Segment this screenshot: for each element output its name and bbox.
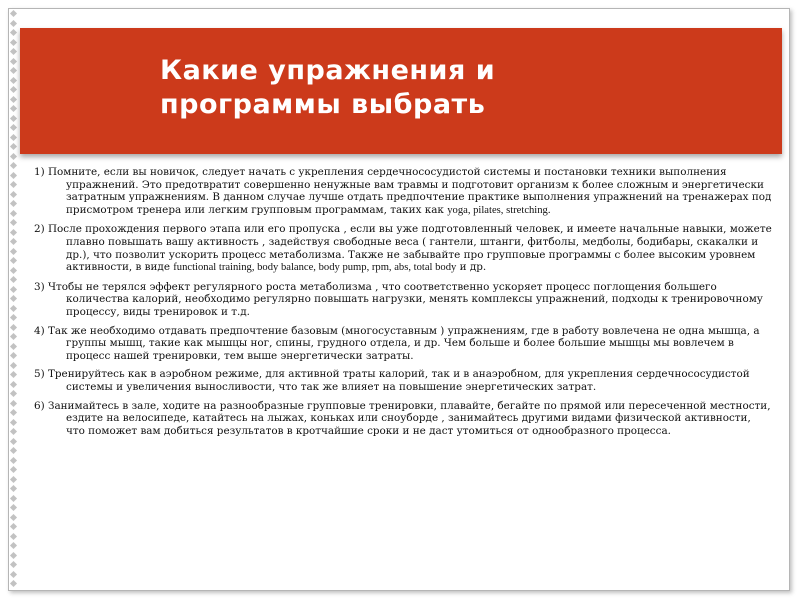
list-item	[34, 281, 772, 319]
item-tail-text: и др.	[456, 261, 487, 274]
list-item	[34, 400, 772, 438]
item-text: 3) Чтобы не терялся эффект регулярного роста метаболизма , что соответственно ускоряет процесс поглощения большего количества калорий, необходимо регулярно повышать нагрузки, менять комплексы упражнений, подходы к тренировочному процессу, виды тренировок и т.д.	[34, 280, 763, 318]
list-item	[34, 223, 772, 274]
item-text: 2) После прохождения первого этапа или его пропуска , если вы уже подготовленный человек, и имеете начальные навыки, можете плавно повышать вашу активность , задействуя свободные веса ( гантели, штанги, фитболы, медболы, бодибары, скакалки и др.), что позволит ускорить процесс метаболизма. Также не забывайте про групповые программы с более высоким уровнем активности, в виде	[34, 223, 772, 274]
item-text: 5) Тренируйтесь как в аэробном режиме, для активной траты калорий, так и в анаэробном, для укрепления сердечнососудистой системы и увеличения выносливости, что так же влияет на повышение энергетических затрат.	[34, 368, 750, 393]
list-item	[34, 368, 772, 393]
tips-list	[34, 166, 772, 443]
item-text: 6) Занимайтесь в зале, ходите на разнообразные групповые тренировки, плавайте, бегайте по прямой или пересеченной местности, ездите на велосипеде, катайтесь на лыжах, коньках или сноуборде , занимайтесь другими видами физической активности, что поможет вам добиться результатов в кротчайшие сроки и не даст утомиться от однообразного процесса.	[34, 399, 771, 437]
item-text: 1) Помните, если вы новичок, следует начать с укрепления сердечнососудистой системы и постановки техники выполнения упражнений. Это предотвратит совершенно ненужные вам травмы и подготовит организм к более сложным и энергетически затратным упражнениям. В данном случае лучше отдать предпочтение практике выполнения упражнений на тренажерах под присмотром тренера или легким групповым программам, таких как	[34, 166, 772, 216]
item-latin-text: yoga, pilates, stretching.	[447, 204, 551, 216]
item-latin-text: functional training, body balance, body pump, rpm, abs, total body	[173, 262, 457, 274]
slide-title: Какие упражнения и программы выбрать	[160, 55, 496, 120]
item-text: 4) Так же необходимо отдавать предпочтение базовым (многосуставным ) упражнениям, где в работу вовлечена не одна мышца, а группы мышц, такие как мышцы ног, спины, грудного отдела, и др. Чем больше и более большие мышцы мы вовлечем в процесс нашей тренировки, тем выше энергетически затраты.	[34, 324, 760, 362]
list-item	[34, 325, 772, 363]
list-item	[34, 166, 772, 217]
decorative-diamond-border	[9, 9, 19, 593]
